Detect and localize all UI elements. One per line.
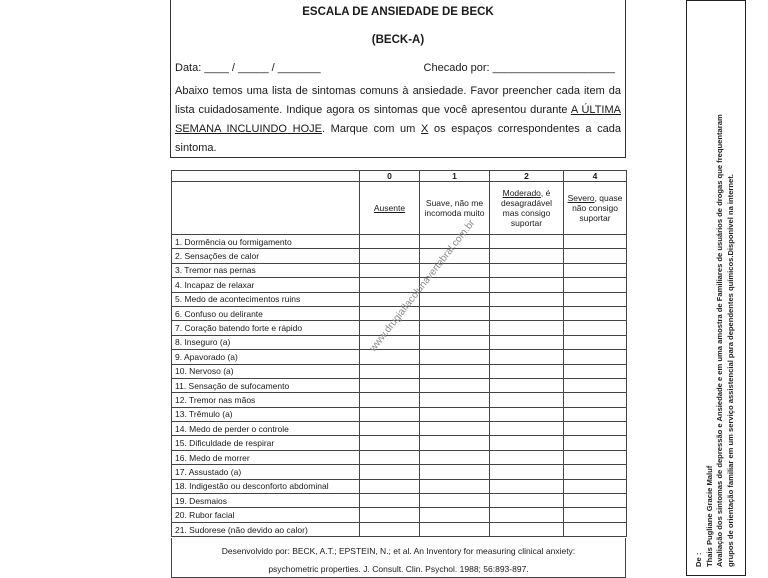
response-checkbox-cell[interactable] [564, 364, 627, 378]
response-checkbox-cell[interactable] [420, 479, 490, 493]
response-checkbox-cell[interactable] [360, 249, 420, 263]
response-checkbox-cell[interactable] [360, 494, 420, 508]
symptom-row [172, 235, 627, 249]
watermark-text: www.drugiaflacolunavertebral.com.br [367, 217, 478, 354]
scale-header-box [170, 0, 626, 158]
response-checkbox-cell[interactable] [564, 494, 627, 508]
symptom-row [172, 508, 627, 522]
score-header: 0 [360, 171, 420, 182]
symptom-label: 5. Medo de acontecimentos ruins [172, 292, 360, 306]
response-checkbox-cell[interactable] [360, 479, 420, 493]
response-checkbox-cell[interactable] [490, 494, 564, 508]
response-checkbox-cell[interactable] [490, 393, 564, 407]
response-checkbox-cell[interactable] [420, 508, 490, 522]
symptom-row [172, 393, 627, 407]
symptom-label: 15. Dificuldade de respirar [172, 436, 360, 450]
response-checkbox-cell[interactable] [564, 306, 627, 320]
citation-line: De : [694, 552, 703, 567]
response-checkbox-cell[interactable] [420, 465, 490, 479]
response-checkbox-cell[interactable] [420, 494, 490, 508]
response-checkbox-cell[interactable] [360, 378, 420, 392]
symptom-label: 19. Desmaios [172, 494, 360, 508]
response-checkbox-cell[interactable] [420, 407, 490, 421]
response-checkbox-cell[interactable] [564, 249, 627, 263]
symptom-row [172, 422, 627, 436]
response-checkbox-cell[interactable] [420, 436, 490, 450]
symptom-row [172, 292, 627, 306]
response-checkbox-cell[interactable] [420, 364, 490, 378]
citation-text [694, 11, 736, 567]
score-header-row [172, 171, 627, 182]
response-checkbox-cell[interactable] [564, 292, 627, 306]
response-checkbox-cell[interactable] [564, 335, 627, 349]
level-description-row [172, 182, 627, 235]
response-checkbox-cell[interactable] [564, 278, 627, 292]
response-checkbox-cell[interactable] [420, 292, 490, 306]
response-checkbox-cell[interactable] [490, 235, 564, 249]
response-checkbox-cell[interactable] [490, 364, 564, 378]
response-checkbox-cell[interactable] [564, 450, 627, 464]
citation-sidebar [686, 0, 746, 576]
blank-desc-cell [172, 182, 360, 235]
instructions-part3: os espaços correspondentes a cada sintoma. [175, 123, 622, 154]
response-checkbox-cell[interactable] [420, 450, 490, 464]
response-checkbox-cell[interactable] [490, 450, 564, 464]
response-checkbox-cell[interactable] [490, 249, 564, 263]
response-checkbox-cell[interactable] [564, 393, 627, 407]
symptom-label: 4. Incapaz de relaxar [172, 278, 360, 292]
symptom-row [172, 350, 627, 364]
credit-box [171, 538, 626, 578]
response-checkbox-cell[interactable] [564, 321, 627, 335]
symptom-scale-table [171, 170, 627, 537]
response-checkbox-cell[interactable] [420, 306, 490, 320]
response-checkbox-cell[interactable] [490, 522, 564, 536]
citation-author: Thais Pugliane Gracie Maluf [704, 465, 714, 567]
response-checkbox-cell[interactable] [564, 465, 627, 479]
response-checkbox-cell[interactable] [490, 263, 564, 277]
response-checkbox-cell[interactable] [420, 335, 490, 349]
level-description: Suave, não me incomoda muito [420, 182, 490, 235]
score-header: 1 [420, 171, 490, 182]
response-checkbox-cell[interactable] [360, 436, 420, 450]
instructions-text [175, 82, 621, 158]
symptom-label: 12. Tremor nas mãos [172, 393, 360, 407]
symptom-row [172, 249, 627, 263]
response-checkbox-cell[interactable] [490, 350, 564, 364]
symptom-label: 21. Sudorese (não devido ao calor) [172, 522, 360, 536]
response-checkbox-cell[interactable] [420, 393, 490, 407]
response-checkbox-cell[interactable] [360, 263, 420, 277]
level-description: Ausente [360, 182, 420, 235]
response-checkbox-cell[interactable] [360, 350, 420, 364]
symptom-row [172, 479, 627, 493]
response-checkbox-cell[interactable] [360, 235, 420, 249]
instructions-part2: . Marque com um [321, 123, 421, 135]
level-description: Moderado, é desagradável mas consigo suportar [490, 182, 564, 235]
symptom-label: 3. Tremor nas pernas [172, 263, 360, 277]
symptom-label: 14. Medo de perder o controle [172, 422, 360, 436]
response-checkbox-cell[interactable] [490, 292, 564, 306]
response-checkbox-cell[interactable] [420, 522, 490, 536]
response-checkbox-cell[interactable] [360, 465, 420, 479]
document-subtitle: (BECK-A) [371, 34, 425, 46]
symptom-label: 11. Sensação de sufocamento [172, 378, 360, 392]
response-checkbox-cell[interactable] [490, 508, 564, 522]
symptom-label: 10. Nervoso (a) [172, 364, 360, 378]
symptom-label: 16. Medo de morrer [172, 450, 360, 464]
response-checkbox-cell[interactable] [564, 263, 627, 277]
response-checkbox-cell[interactable] [564, 436, 627, 450]
response-checkbox-cell[interactable] [420, 321, 490, 335]
response-checkbox-cell[interactable] [490, 422, 564, 436]
symptom-label: 2. Sensações de calor [172, 249, 360, 263]
credit-line: Desenvolvido por: BECK, A.T.; EPSTEIN, N.; et al. An Inventory for measuring clinical anxiety: [221, 546, 576, 556]
date-line [175, 62, 621, 74]
response-checkbox-cell[interactable] [360, 450, 420, 464]
response-checkbox-cell[interactable] [360, 407, 420, 421]
response-checkbox-cell[interactable] [420, 350, 490, 364]
credit-line: psychometric properties. J. Consult. Clin. Psychol. 1988; 56:893-897. [268, 564, 529, 574]
response-checkbox-cell[interactable] [360, 522, 420, 536]
response-checkbox-cell[interactable] [490, 465, 564, 479]
score-header: 4 [564, 171, 627, 182]
symptom-row [172, 335, 627, 349]
instructions-mark: X [420, 123, 429, 135]
citation-line: grupos de orientação familiar em um serviço assistencial para dependentes químicos.Disponível na internet. [725, 174, 735, 567]
date-field-label: Data: ____ / _____ / _______ [175, 62, 321, 74]
response-checkbox-cell[interactable] [564, 479, 627, 493]
response-checkbox-cell[interactable] [564, 350, 627, 364]
symptom-label: 18. Indigestão ou desconforto abdominal [172, 479, 360, 493]
symptom-label: 8. Inseguro (a) [172, 335, 360, 349]
response-checkbox-cell[interactable] [490, 306, 564, 320]
level-description: Severo, quase não consigo suportar [564, 182, 627, 235]
response-checkbox-cell[interactable] [564, 235, 627, 249]
response-checkbox-cell[interactable] [360, 393, 420, 407]
symptom-label: 9. Apavorado (a) [172, 350, 360, 364]
response-checkbox-cell[interactable] [360, 364, 420, 378]
citation-line: Avaliação dos sintomas de depressão e Ansiedade e em uma amostra de Familiares de usuários de drogas que frequentaram [715, 114, 724, 567]
symptom-label: 7. Coração batendo forte e rápido [172, 321, 360, 335]
symptom-row [172, 278, 627, 292]
response-checkbox-cell[interactable] [420, 378, 490, 392]
instructions-part1: Abaixo temos uma lista de sintomas comuns à ansiedade. Favor preencher cada item da lista cuidadosamente. Indique agora os sintomas que você apresentou durante [175, 85, 621, 116]
response-checkbox-cell[interactable] [490, 436, 564, 450]
blank-header-cell [172, 171, 360, 182]
checked-by-label: Checado por: ____________________ [423, 62, 615, 74]
symptom-label: 17. Assustado (a) [172, 465, 360, 479]
symptom-row [172, 465, 627, 479]
response-checkbox-cell[interactable] [490, 407, 564, 421]
response-checkbox-cell[interactable] [564, 508, 627, 522]
response-checkbox-cell[interactable] [490, 278, 564, 292]
response-checkbox-cell[interactable] [564, 522, 627, 536]
symptom-row [172, 494, 627, 508]
symptom-rows [172, 235, 627, 537]
response-checkbox-cell[interactable] [564, 407, 627, 421]
symptom-row [172, 522, 627, 536]
response-checkbox-cell[interactable] [564, 378, 627, 392]
symptom-label: 1. Dormência ou formigamento [172, 235, 360, 249]
response-checkbox-cell[interactable] [360, 422, 420, 436]
response-checkbox-cell[interactable] [360, 508, 420, 522]
symptom-label: 13. Trêmulo (a) [172, 407, 360, 421]
response-checkbox-cell[interactable] [490, 321, 564, 335]
response-checkbox-cell[interactable] [360, 278, 420, 292]
response-checkbox-cell[interactable] [420, 422, 490, 436]
symptom-row [172, 364, 627, 378]
response-checkbox-cell[interactable] [490, 335, 564, 349]
symptom-row [172, 436, 627, 450]
response-checkbox-cell[interactable] [564, 422, 627, 436]
symptom-row [172, 407, 627, 421]
symptom-label: 6. Confuso ou delirante [172, 306, 360, 320]
document-title: ESCALA DE ANSIEDADE DE BECK [302, 6, 494, 18]
symptom-row [172, 263, 627, 277]
symptom-row [172, 378, 627, 392]
response-checkbox-cell[interactable] [490, 378, 564, 392]
symptom-label: 20. Rubor facial [172, 508, 360, 522]
response-checkbox-cell[interactable] [490, 479, 564, 493]
score-header: 2 [490, 171, 564, 182]
instructions-period: A ÚLTIMA SEMANA INCLUINDO HOJE [175, 104, 621, 135]
symptom-row [172, 450, 627, 464]
